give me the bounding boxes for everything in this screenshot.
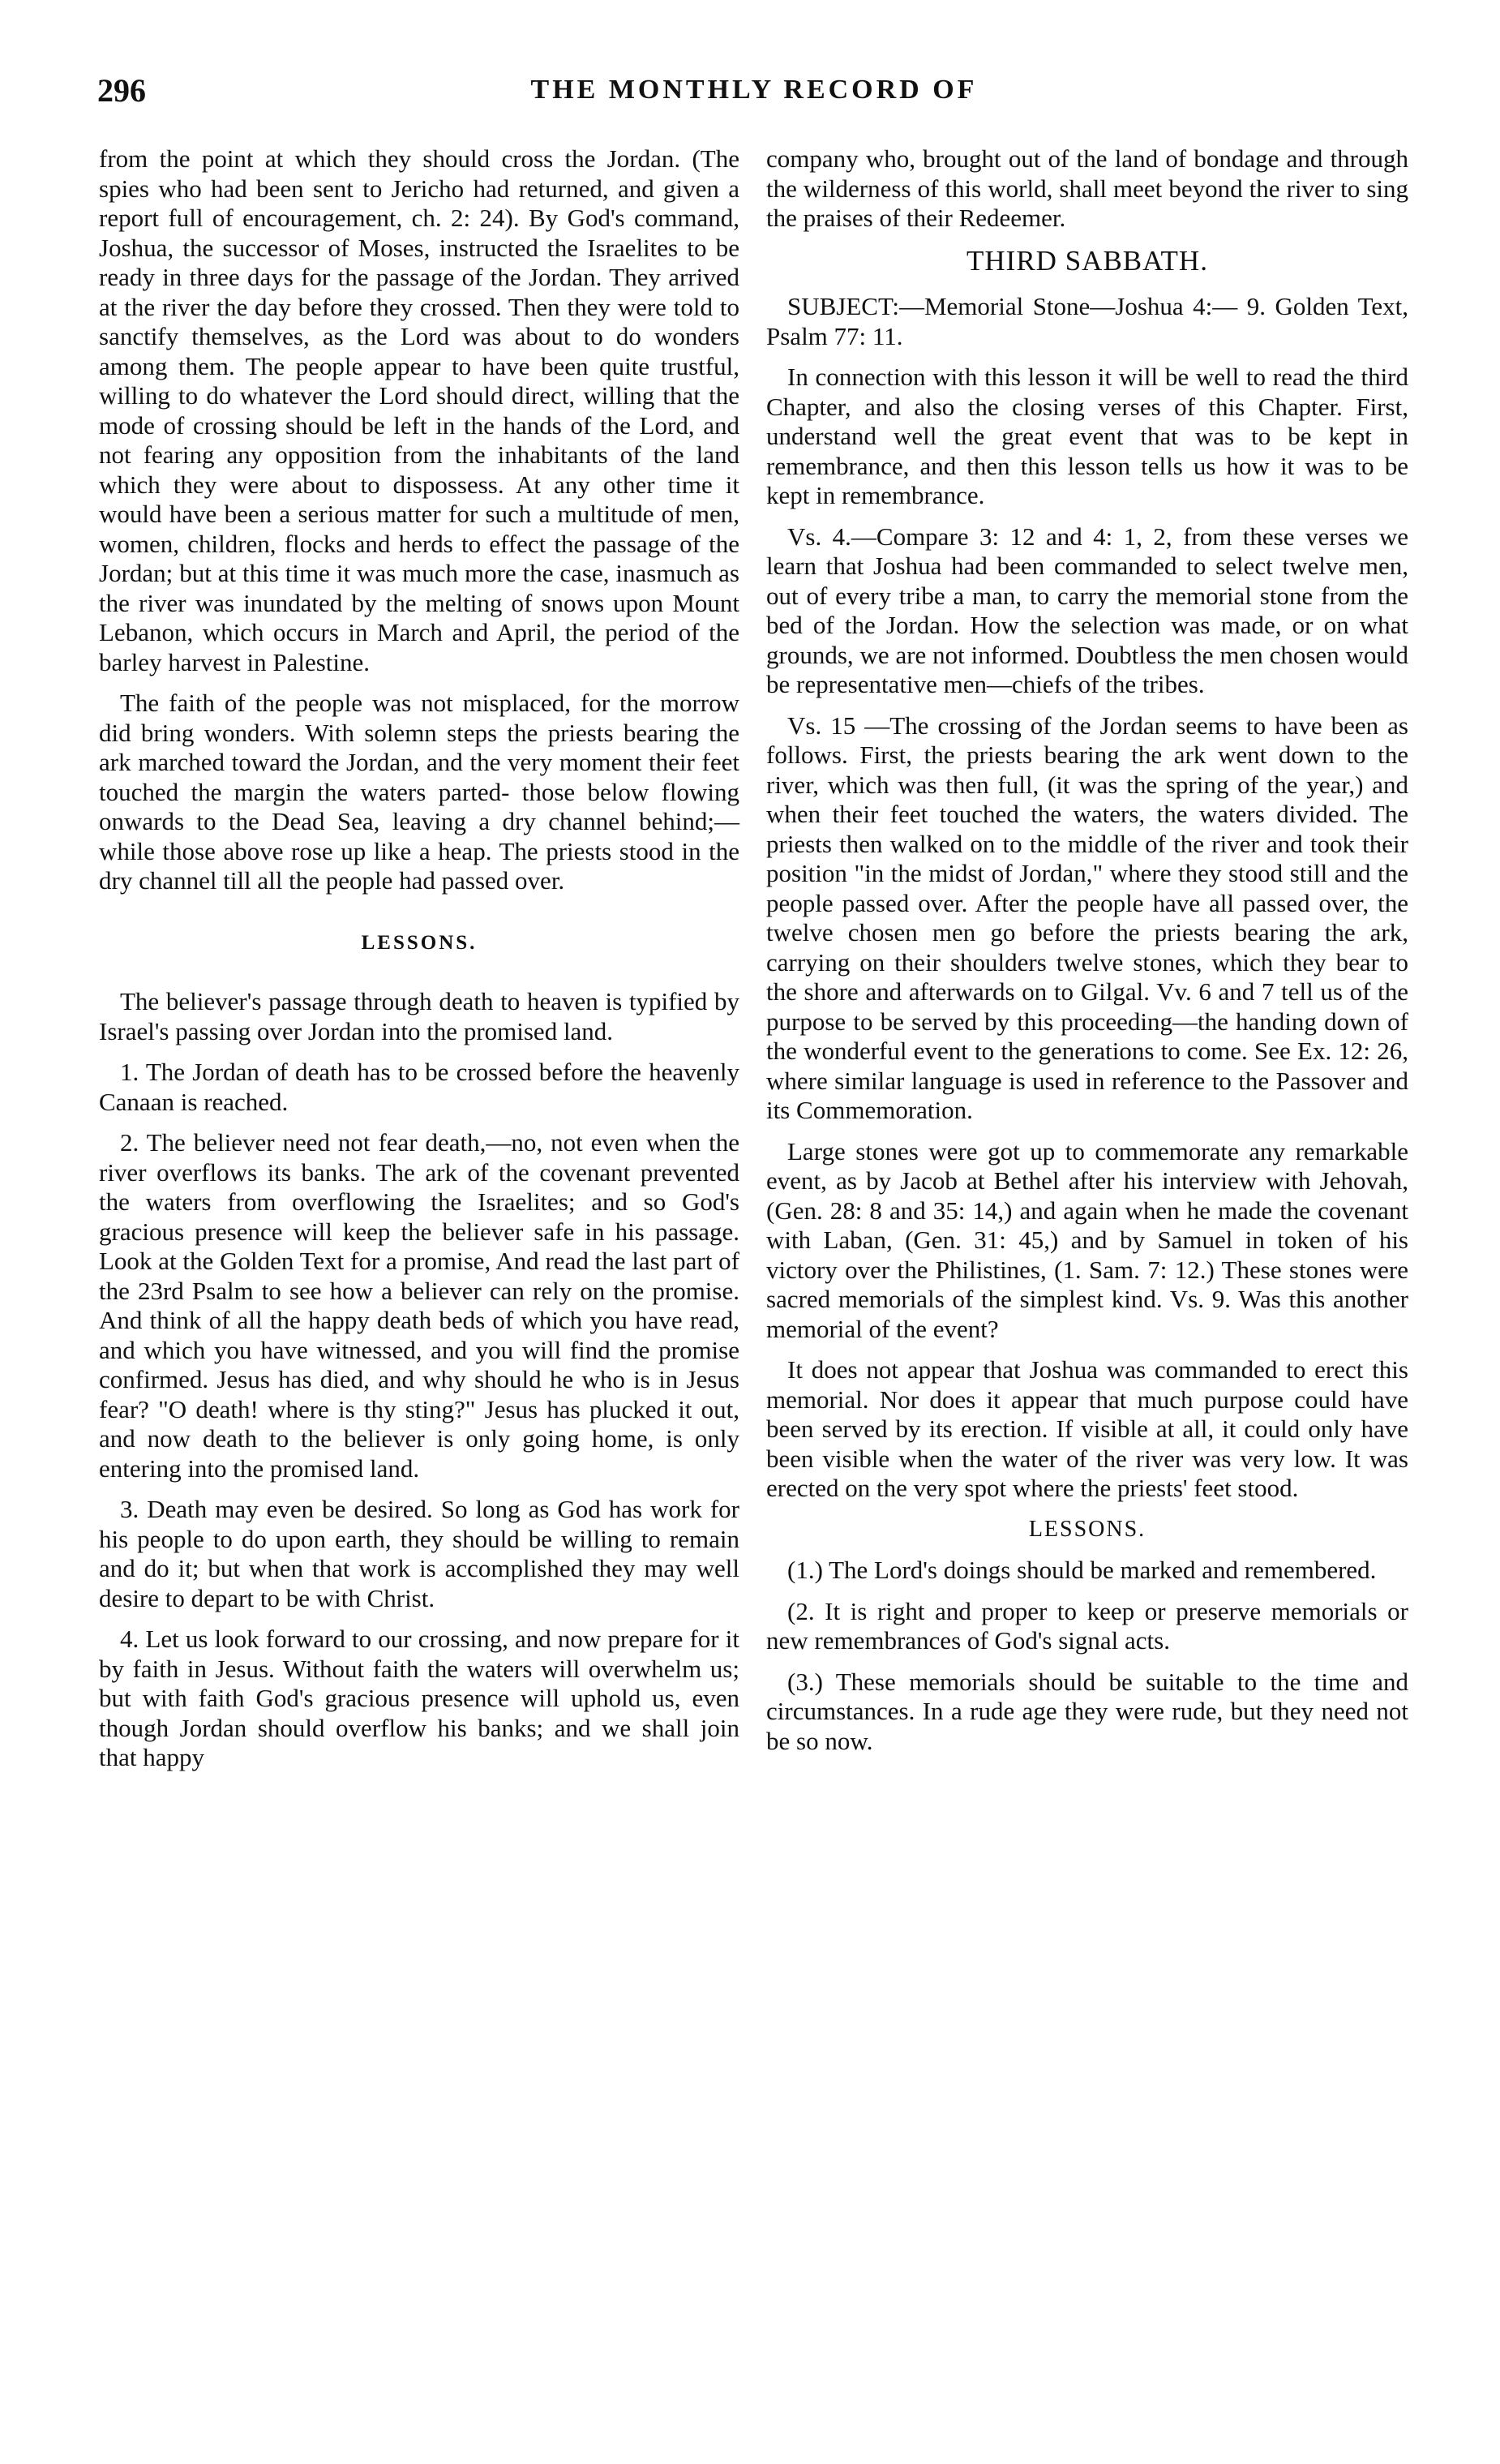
paragraph: 2. The believer need not fear death,—no, not even when the river overflows its banks. The ark of the covenant prevented the waters from overflowing the Israelites; and so God's gracious presence will keep the believer safe in his passage. Look at the Golden Text for a promise, And read the last part of the 23rd Psalm to see how a believer can rely on the promise. And think of all the happy death beds of which you have read, and which you have witnessed, and you will find the promise confirmed. Jesus has died, and why should he who is in Jesus fear? "O death! where is thy sting?" Jesus has plucked it out, and now death to the believer is only going home, is only entering into the promised land. [99, 1128, 739, 1483]
paragraph: company who, brought out of the land of bondage and through the wilderness of this world, shall meet beyond the river to sing the praises of their Redeemer. [766, 144, 1408, 232]
left-column [99, 144, 739, 1784]
lesson-subject: SUBJECT:—Memorial Stone—Joshua 4:— 9. Golden Text, Psalm 77: 11. [766, 292, 1408, 350]
paragraph: (1.) The Lord's doings should be marked and remembered. [787, 1556, 1377, 1584]
running-head: THE MONTHLY RECORD OF [530, 75, 978, 105]
paragraph: from the point at which they should cross the Jordan. (The spies who had been sent to Jericho had returned, and given a report full of encouragement, ch. 2: 24). By God's command, Joshua, the successor of Moses, instructed the Israelites to be ready in three days for the passage of the Jordan. They arrived at the river the day before they crossed. Then they were told to sanctify themselves, as the Lord was about to do wonders among them. The people appear to have been quite trustful, willing to do whatever the Lord should direct, willing that the mode of crossing should be left in the hands of the Lord, and not fearing any opposition from the inhabitants of the land which they were about to dispossess. At any other time it would have been a serious matter for such a multitude of men, women, children, flocks and herds to effect the passage of the Jordan; but at this time it was much more the case, inasmuch as the river was inundated by the melting of snows upon Mount Lebanon, which occurs in March and April, the period of the barley harvest in Palestine. [99, 144, 739, 676]
section-heading-lessons: LESSONS. [1028, 1516, 1146, 1542]
paragraph: Vs. 4.—Compare 3: 12 and 4: 1, 2, from these verses we learn that Joshua had been commanded to select twelve men, out of every tribe a man, to carry the memorial stone from the bed of the Jordan. How the selection was made, or on what grounds, we are not informed. Doubtless the men chosen would be representative men—chiefs of the tribes. [766, 522, 1408, 698]
paragraph: Vs. 15 —The crossing of the Jordan seems to have been as follows. First, the priests bearing the ark went down to the river, which was then full, (it was the spring of the year,) and when their feet touched the waters, the waters divided. The priests then walked on to the middle of the river and took their position "in the midst of Jordan," where they stood still and the people passed over. After the people have all passed over, the twelve chosen men go before the priests bearing the ark, carrying on their shoulders twelve stones, which they bear to the shore and afterwards on to Gilgal. Vv. 6 and 7 tell us of the purpose to be served by this proceeding—the handing down of the wonderful event to the generations to come. See Ex. 12: 26, where similar language is used in reference to the Passover and its Commemoration. [766, 710, 1408, 1124]
paragraph: In connection with this lesson it will be well to read the third Chapter, and also the closing verses of this Chapter. First, understand well the great event that was to be kept in remembrance, and then this lesson tells us how it was to be kept in remembrance. [766, 363, 1408, 509]
paragraph: (2. It is right and proper to keep or preserve memorials or new remembrances of God's signal acts. [766, 1596, 1408, 1655]
paragraph: 1. The Jordan of death has to be crossed before the heavenly Canaan is reached. [99, 1058, 739, 1116]
section-heading-third-sabbath: THIRD SABBATH. [966, 244, 1208, 277]
section-heading-lessons: LESSONS. [361, 931, 478, 954]
paragraph: It does not appear that Joshua was commanded to erect this memorial. Nor does it appear that much purpose could have been served by its erection. If visible at all, it could only have been visible when the water of the river was very low. It was erected on the very spot where the priests' feet stood. [766, 1355, 1408, 1502]
right-column [766, 144, 1408, 1767]
page-number: 296 [97, 72, 146, 109]
page-header [97, 71, 1411, 109]
paragraph: 3. Death may even be desired. So long as God has work for his people to do upon earth, they should be willing to remain and do it; but when that work is accomplished they may well desire to depart to be with Christ. [99, 1495, 739, 1612]
paragraph: The faith of the people was not misplaced, for the morrow did bring wonders. With solemn steps the priests bearing the ark marched toward the Jordan, and the very moment their feet touched the margin the waters parted- those below flowing onwards to the Dead Sea, leaving a dry channel behind;— while those above rose up like a heap. The priests stood in the dry channel till all the people had passed over. [99, 689, 739, 895]
paragraph: Large stones were got up to commemorate any remarkable event, as by Jacob at Bethel after his interview with Jehovah, (Gen. 28: 8 and 35: 14,) and again when he made the covenant with Laban, (Gen. 31: 45,) and by Samuel in token of his victory over the Philistines, (1. Sam. 7: 12.) These stones were sacred memorials of the simplest kind. Vs. 9. Was this another memorial of the event? [766, 1136, 1408, 1343]
paragraph: The believer's passage through death to heaven is typified by Israel's passing over Jordan into the promised land. [99, 987, 739, 1045]
paragraph: (3.) These memorials should be suitable to the time and circumstances. In a rude age they were rude, but they need not be so now. [766, 1667, 1408, 1755]
paragraph: 4. Let us look forward to our crossing, and now prepare for it by faith in Jesus. Without faith the waters will overwhelm us; but with faith God's gracious presence will uphold us, even though Jordan should overflow his banks; and we shall join that happy [99, 1625, 739, 1771]
